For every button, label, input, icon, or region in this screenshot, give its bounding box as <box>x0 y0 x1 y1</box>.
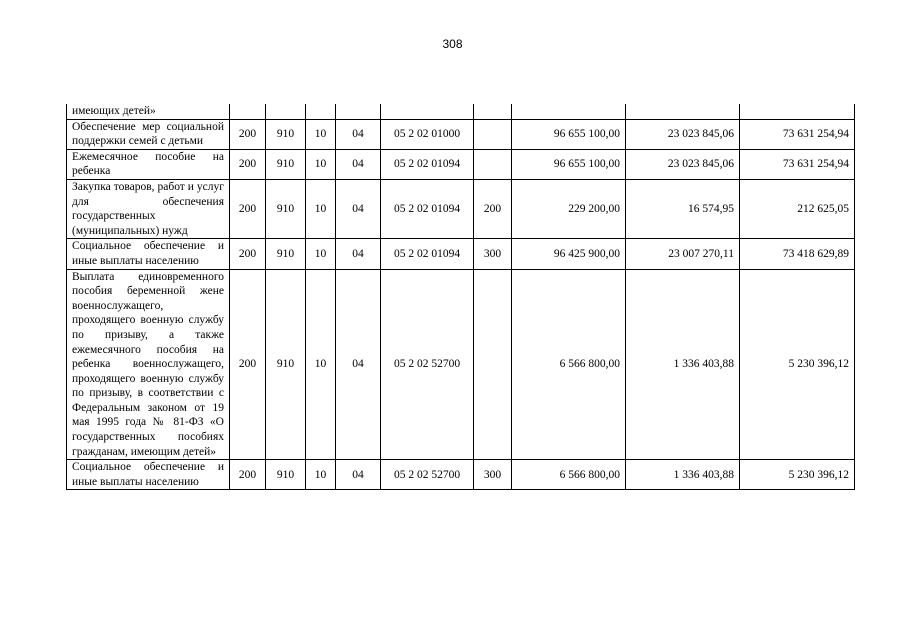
table-row <box>67 119 855 149</box>
expense-type-cell <box>474 119 512 149</box>
ministry-code-cell: 910 <box>266 239 306 269</box>
planned-amount-cell: 6 566 800,00 <box>512 269 626 460</box>
executed-amount-cell: 23 023 845,06 <box>626 149 740 179</box>
target-article-cell: 05 2 02 52700 <box>381 269 474 460</box>
section-cell: 10 <box>306 179 336 238</box>
subsection-cell <box>336 104 381 119</box>
subsection-cell: 04 <box>336 119 381 149</box>
table-row <box>67 179 855 238</box>
remaining-amount-cell: 5 230 396,12 <box>740 269 855 460</box>
name-cell: имеющих детей» <box>67 104 230 119</box>
ministry-code-cell: 910 <box>266 269 306 460</box>
section-cell: 10 <box>306 149 336 179</box>
remaining-amount-cell: 73 631 254,94 <box>740 149 855 179</box>
planned-amount-cell: 96 425 900,00 <box>512 239 626 269</box>
admin-code-cell: 200 <box>230 149 266 179</box>
ministry-code-cell <box>266 104 306 119</box>
planned-amount-cell: 96 655 100,00 <box>512 119 626 149</box>
subsection-cell: 04 <box>336 460 381 490</box>
name-cell: Обеспечение мер социальной поддержки семей с детьми <box>67 119 230 149</box>
table-row <box>67 269 855 460</box>
expense-type-cell <box>474 104 512 119</box>
admin-code-cell: 200 <box>230 179 266 238</box>
target-article-cell: 05 2 02 01094 <box>381 239 474 269</box>
name-cell: Закупка товаров, работ и услуг для обеспечения государственных (муниципальных) нужд <box>67 179 230 238</box>
executed-amount-cell: 23 007 270,11 <box>626 239 740 269</box>
remaining-amount-cell <box>740 104 855 119</box>
expense-type-cell: 300 <box>474 460 512 490</box>
expense-type-cell <box>474 149 512 179</box>
subsection-cell: 04 <box>336 179 381 238</box>
name-cell: Ежемесячное пособие на ребенка <box>67 149 230 179</box>
remaining-amount-cell: 73 418 629,89 <box>740 239 855 269</box>
planned-amount-cell <box>512 104 626 119</box>
section-cell: 10 <box>306 239 336 269</box>
name-cell: Социальное обеспечение и иные выплаты населению <box>67 460 230 490</box>
expense-type-cell: 300 <box>474 239 512 269</box>
admin-code-cell: 200 <box>230 119 266 149</box>
table-row <box>67 104 855 119</box>
executed-amount-cell <box>626 104 740 119</box>
executed-amount-cell: 1 336 403,88 <box>626 460 740 490</box>
remaining-amount-cell: 73 631 254,94 <box>740 119 855 149</box>
table-row <box>67 239 855 269</box>
name-cell: Социальное обеспечение и иные выплаты населению <box>67 239 230 269</box>
section-cell: 10 <box>306 269 336 460</box>
admin-code-cell <box>230 104 266 119</box>
remaining-amount-cell: 212 625,05 <box>740 179 855 238</box>
table-row <box>67 149 855 179</box>
admin-code-cell: 200 <box>230 269 266 460</box>
section-cell <box>306 104 336 119</box>
ministry-code-cell: 910 <box>266 119 306 149</box>
expense-type-cell <box>474 269 512 460</box>
budget-table <box>66 104 855 490</box>
executed-amount-cell: 1 336 403,88 <box>626 269 740 460</box>
target-article-cell <box>381 104 474 119</box>
subsection-cell: 04 <box>336 239 381 269</box>
table-body <box>67 104 855 490</box>
admin-code-cell: 200 <box>230 239 266 269</box>
ministry-code-cell: 910 <box>266 460 306 490</box>
section-cell: 10 <box>306 119 336 149</box>
section-cell: 10 <box>306 460 336 490</box>
target-article-cell: 05 2 02 01000 <box>381 119 474 149</box>
target-article-cell: 05 2 02 01094 <box>381 179 474 238</box>
ministry-code-cell: 910 <box>266 179 306 238</box>
planned-amount-cell: 229 200,00 <box>512 179 626 238</box>
ministry-code-cell: 910 <box>266 149 306 179</box>
planned-amount-cell: 6 566 800,00 <box>512 460 626 490</box>
target-article-cell: 05 2 02 52700 <box>381 460 474 490</box>
admin-code-cell: 200 <box>230 460 266 490</box>
name-cell: Выплата единовременного пособия беременной жене военнослужащего, проходящего военную службу по призыву, а также ежемесячного пособия на ребенка военнослужащего, проходящего военную службу по призыву, в соответствии с Федеральным законом от 19 мая 1995 года № 81-ФЗ «О государственных пособиях гражданам, имеющим детей» <box>67 269 230 460</box>
expense-type-cell: 200 <box>474 179 512 238</box>
subsection-cell: 04 <box>336 149 381 179</box>
planned-amount-cell: 96 655 100,00 <box>512 149 626 179</box>
executed-amount-cell: 23 023 845,06 <box>626 119 740 149</box>
executed-amount-cell: 16 574,95 <box>626 179 740 238</box>
target-article-cell: 05 2 02 01094 <box>381 149 474 179</box>
remaining-amount-cell: 5 230 396,12 <box>740 460 855 490</box>
subsection-cell: 04 <box>336 269 381 460</box>
table-row <box>67 460 855 490</box>
page-number: 308 <box>442 37 463 51</box>
